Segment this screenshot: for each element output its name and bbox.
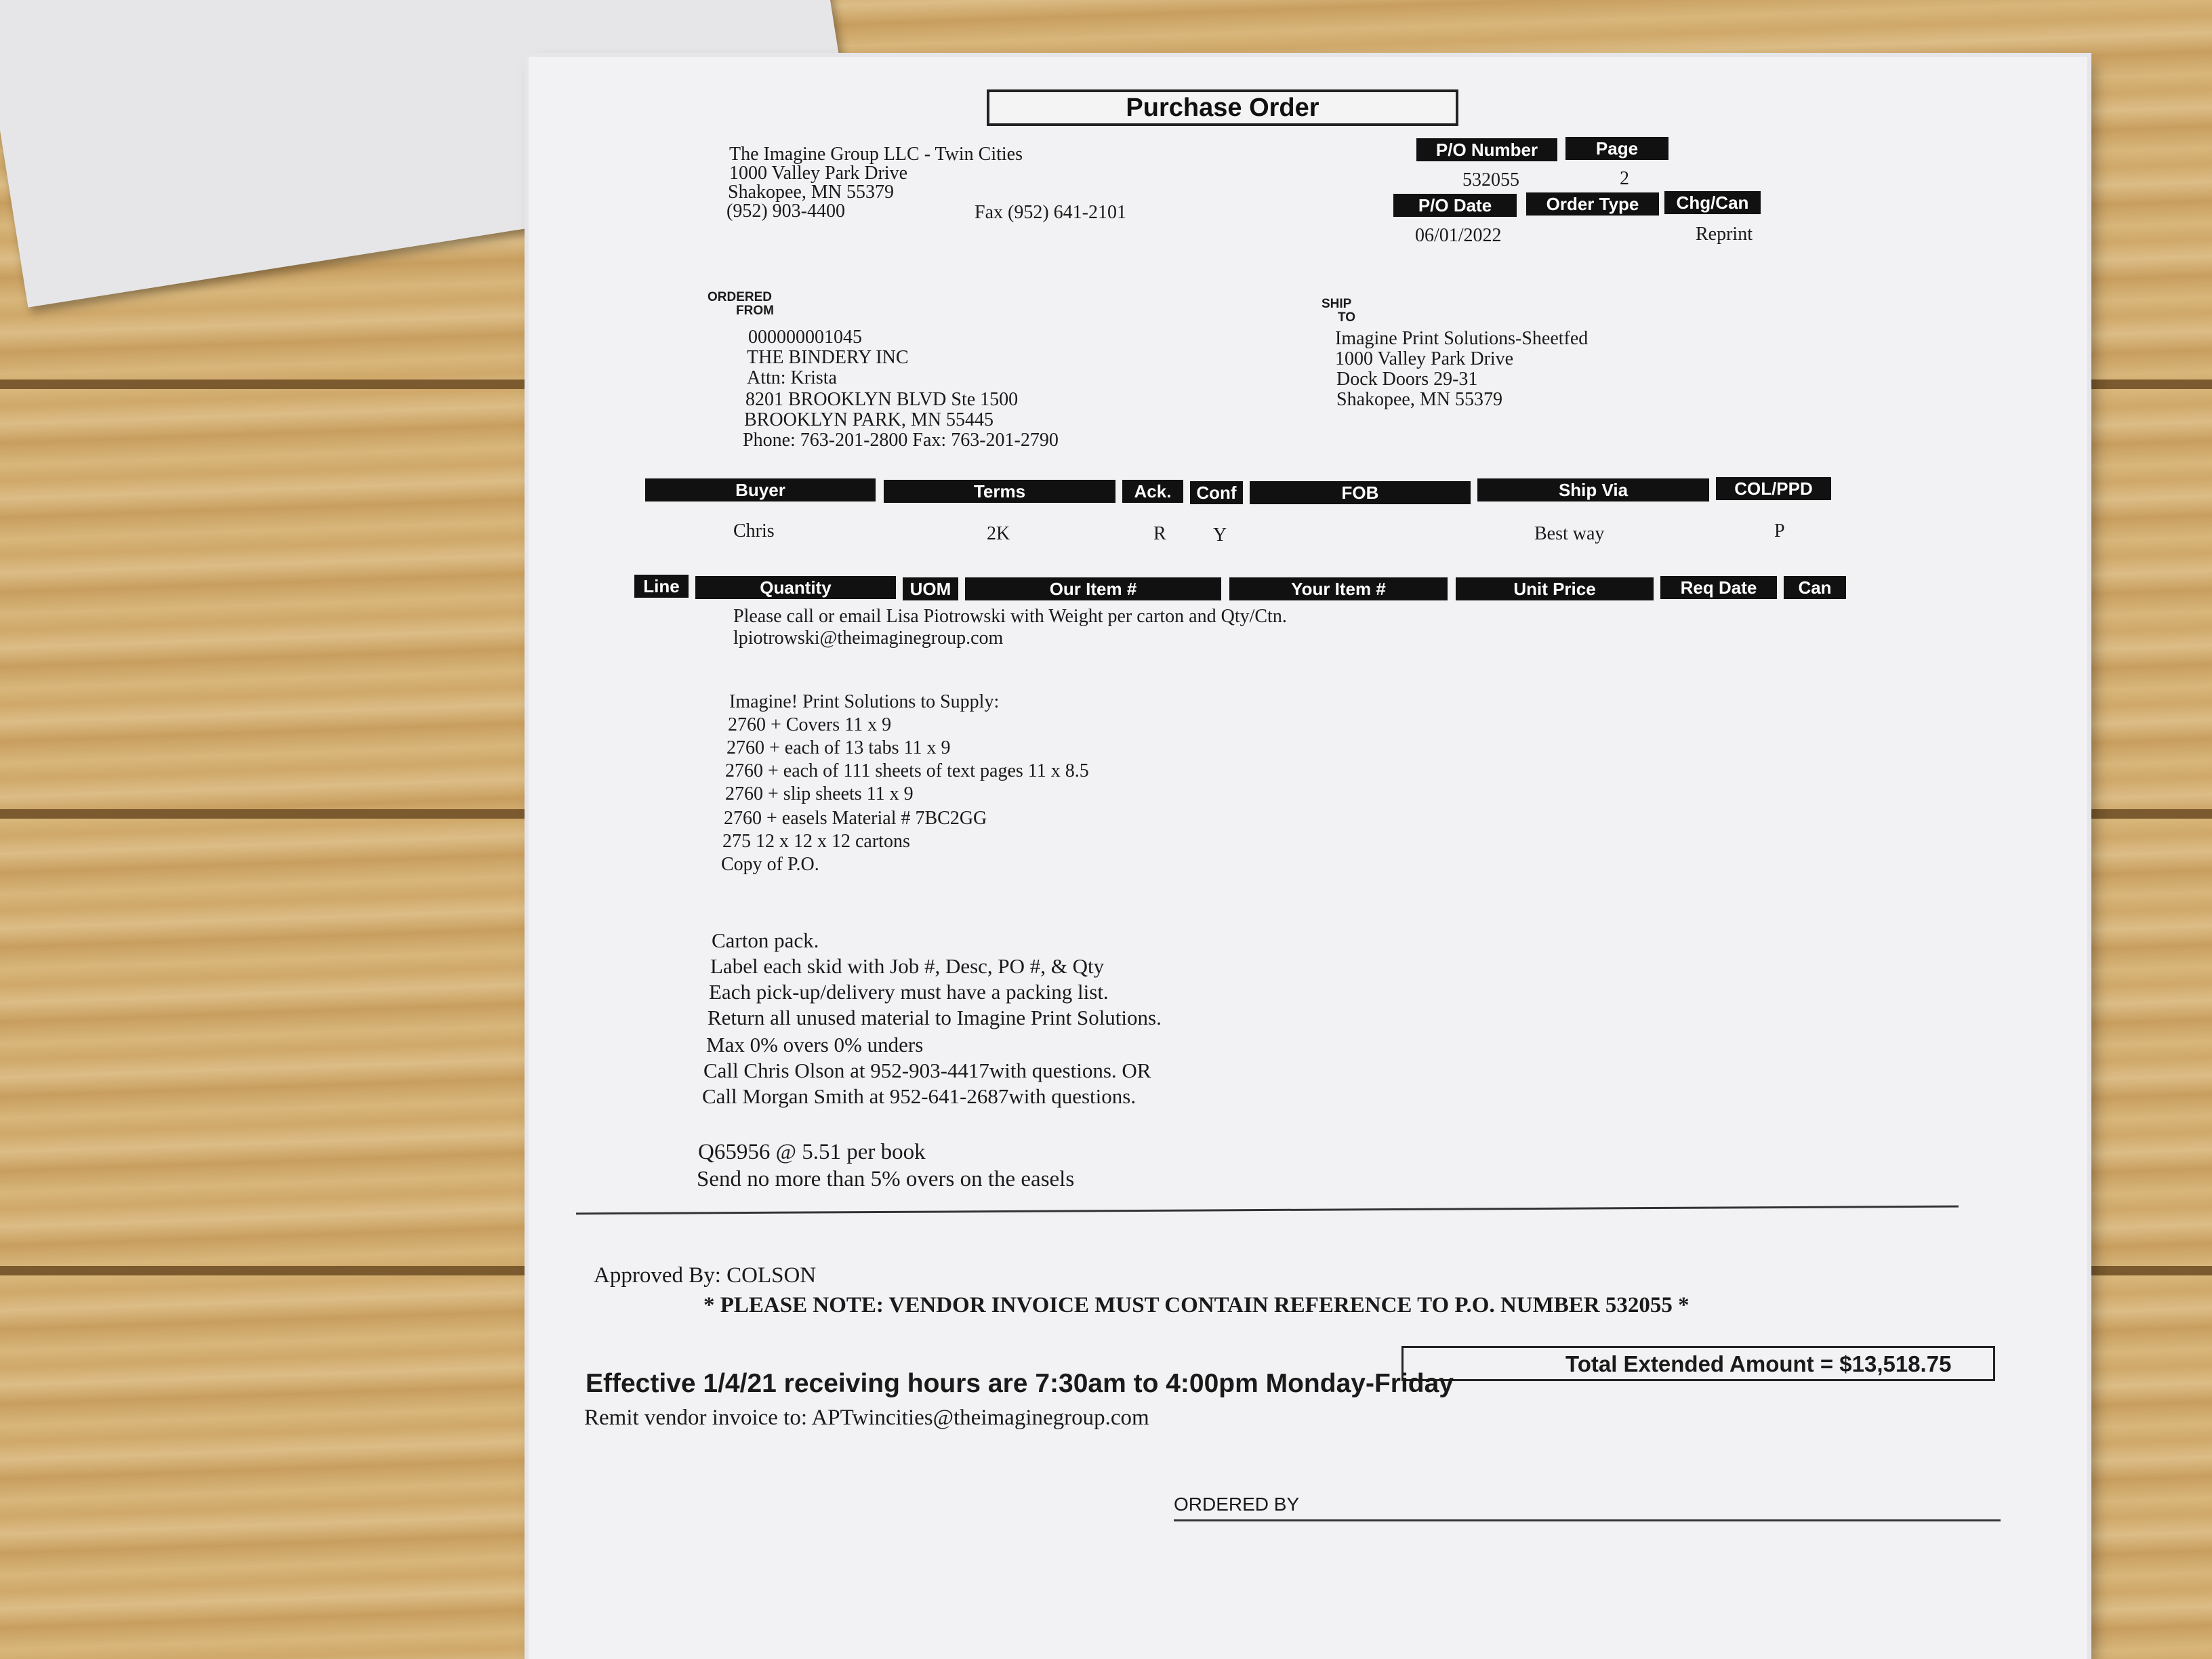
note-line: Q65956 @ 5.51 per book: [698, 1140, 926, 1164]
ack-value: R: [1153, 523, 1166, 544]
please-note: * PLEASE NOTE: VENDOR INVOICE MUST CONTAIN REFERENCE TO P.O. NUMBER 532055 *: [703, 1293, 1689, 1317]
company-name: The Imagine Group LLC - Twin Cities: [729, 144, 1023, 165]
ordered-by-label: ORDERED BY: [1174, 1494, 1300, 1515]
note-line: 2760 + each of 111 sheets of text pages 11 x 8.5: [725, 760, 1089, 781]
fob-header: FOB: [1250, 481, 1471, 504]
ship-via-value: Best way: [1534, 523, 1605, 544]
receiving-hours: Effective 1/4/21 receiving hours are 7:30am to 4:00pm Monday-Friday: [586, 1369, 1454, 1398]
ship-to-address: 1000 Valley Park Drive: [1335, 348, 1514, 369]
document-title: Purchase Order: [987, 89, 1458, 126]
note-line: Imagine! Print Solutions to Supply:: [729, 691, 1000, 712]
total-extended-amount: Total Extended Amount = $13,518.75: [1565, 1351, 1952, 1376]
company-address: 1000 Valley Park Drive: [729, 163, 908, 184]
note-line: Carton pack.: [712, 928, 819, 952]
note-line: 2760 + slip sheets 11 x 9: [725, 783, 914, 804]
note-line: Call Chris Olson at 952-903-4417with questions. OR: [703, 1059, 1151, 1082]
ack-header: Ack.: [1122, 480, 1183, 503]
your-item-header: Your Item #: [1229, 577, 1448, 600]
vendor-id: 000000001045: [748, 327, 862, 348]
buyer-value: Chris: [733, 520, 775, 541]
col-ppd-value: P: [1774, 520, 1785, 541]
ordered-from-label: ORDERED: [708, 290, 773, 304]
chg-can-value: Reprint: [1696, 224, 1753, 245]
line-header: Line: [634, 575, 689, 598]
our-item-header: Our Item #: [965, 577, 1221, 600]
note-line: Call Morgan Smith at 952-641-2687with questions.: [702, 1084, 1136, 1108]
ship-to-label: SHIP: [1322, 297, 1352, 311]
conf-header: Conf: [1190, 481, 1243, 504]
note-line: 2760 + each of 13 tabs 11 x 9: [726, 737, 951, 758]
company-phone: (952) 903-4400: [726, 201, 845, 222]
ship-via-header: Ship Via: [1477, 478, 1709, 501]
buyer-header: Buyer: [645, 478, 876, 501]
ship-to-name: Imagine Print Solutions-Sheetfed: [1335, 328, 1589, 349]
ordered-by-signature-line: [1174, 1519, 2001, 1521]
po-date-header: P/O Date: [1393, 194, 1517, 217]
section-divider: [576, 1206, 1959, 1215]
note-line: 2760 + easels Material # 7BC2GG: [724, 808, 987, 829]
terms-header: Terms: [884, 480, 1115, 503]
vendor-address: 8201 BROOKLYN BLVD Ste 1500: [745, 389, 1019, 410]
po-number-header: P/O Number: [1416, 138, 1557, 161]
ship-to-dock: Dock Doors 29-31: [1336, 369, 1478, 390]
terms-value: 2K: [987, 523, 1010, 544]
vendor-attn: Attn: Krista: [747, 367, 837, 388]
ship-to-label-2: TO: [1338, 310, 1356, 325]
conf-value: Y: [1213, 525, 1227, 546]
vendor-city: BROOKLYN PARK, MN 55445: [744, 409, 994, 430]
po-date-value: 06/01/2022: [1415, 225, 1502, 246]
note-line: 2760 + Covers 11 x 9: [728, 714, 892, 735]
ordered-from-label-2: FROM: [736, 304, 774, 318]
req-date-header: Req Date: [1660, 576, 1777, 599]
approved-by: Approved By: COLSON: [594, 1263, 817, 1288]
col-ppd-header: COL/PPD: [1716, 477, 1831, 500]
note-line: Return all unused material to Imagine Print Solutions.: [708, 1006, 1162, 1029]
company-fax: Fax (952) 641-2101: [975, 202, 1126, 223]
vendor-phone: Phone: 763-201-2800 Fax: 763-201-2790: [743, 430, 1059, 451]
remit-to: Remit vendor invoice to: APTwincities@theimaginegroup.com: [584, 1406, 1149, 1430]
purchase-order-page: [529, 57, 2087, 1659]
note-line: Max 0% overs 0% unders: [706, 1033, 924, 1057]
note-line: 275 12 x 12 x 12 cartons: [722, 831, 910, 852]
quantity-header: Quantity: [695, 576, 896, 599]
ship-to-city: Shakopee, MN 55379: [1336, 389, 1502, 410]
uom-header: UOM: [903, 577, 958, 600]
page-header: Page: [1565, 137, 1668, 160]
note-line: Send no more than 5% overs on the easels: [697, 1167, 1075, 1191]
unit-price-header: Unit Price: [1456, 577, 1654, 600]
company-city: Shakopee, MN 55379: [728, 182, 894, 203]
chg-can-header: Chg/Can: [1664, 191, 1761, 214]
po-number-value: 532055: [1462, 169, 1519, 190]
note-line: Copy of P.O.: [721, 854, 819, 875]
vendor-name: THE BINDERY INC: [747, 347, 909, 368]
note-line: Each pick-up/delivery must have a packing list.: [709, 980, 1109, 1004]
order-type-header: Order Type: [1526, 192, 1659, 216]
note-line: Please call or email Lisa Piotrowski with Weight per carton and Qty/Ctn.: [733, 606, 1287, 627]
note-email: lpiotrowski@theimaginegroup.com: [733, 628, 1004, 649]
page-value: 2: [1620, 168, 1629, 189]
note-line: Label each skid with Job #, Desc, PO #, & Qty: [710, 954, 1105, 978]
can-header: Can: [1784, 576, 1846, 599]
